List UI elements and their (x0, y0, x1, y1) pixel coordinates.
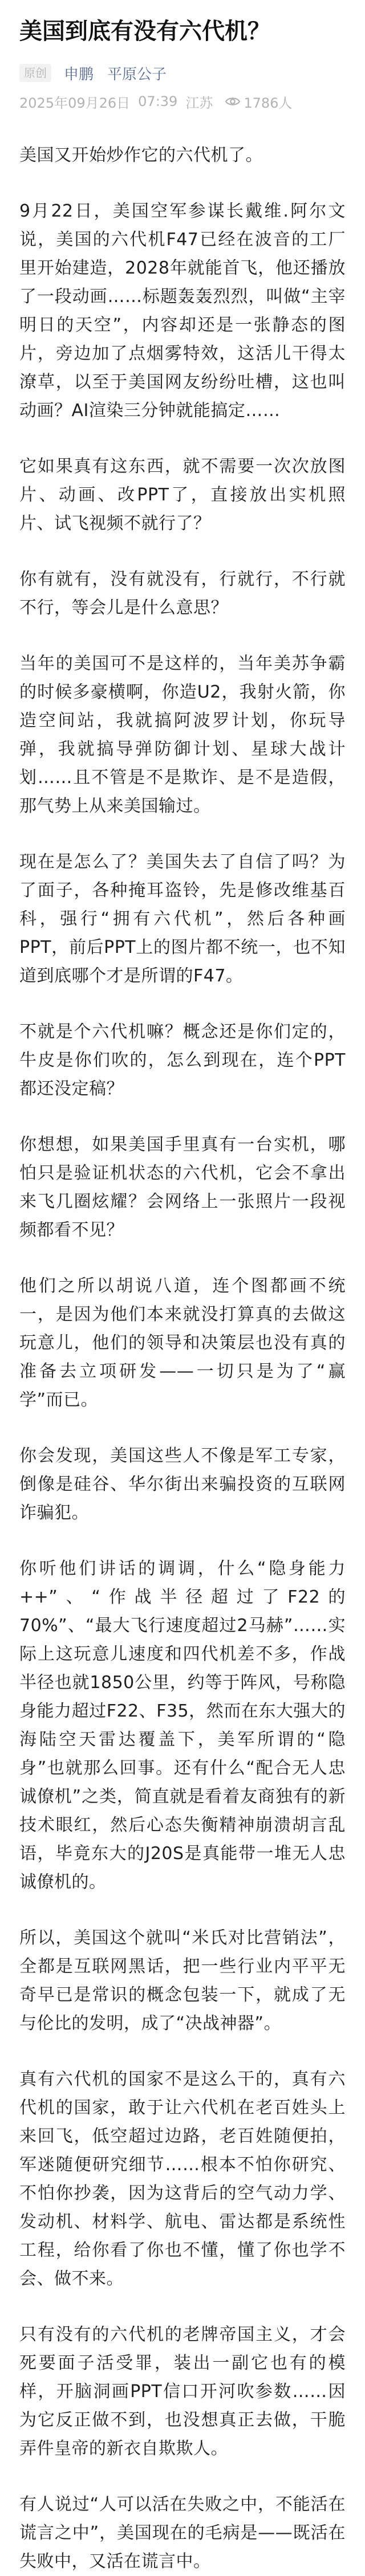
article-body (19, 141, 346, 2576)
paragraph: 当年的美国可不是这样的，当年美苏争霸的时候多豪横啊，你造U2，我射火箭，你造空间站，我就搞阿波罗计划，你玩导弹，我就搞导弹防御计划、星球大战计划……且不管是不是欺诈、是不是造假，那气势上从来美国输过。 (19, 654, 346, 816)
paragraph: 9月22日，美国空军参谋长戴维.阿尔文说，美国的六代机F47已经在波音的工厂里开始建造，2028年就能首飞，他还播放了一段动画……标题轰轰烈烈，叫做“主宰明日的天空”，内容却还是一张静态的图片，旁边加了点烟雾特效，这活儿干得太潦草，以至于美国网友纷纷吐槽，这也叫动画？AI渲染三分钟就能搞定…… (19, 201, 346, 421)
paragraph: 所以，美国这个就叫“米氏对比营销法”，全都是互联网黑话，把一些行业内平平无奇早已是常识的概念包装一下，就成了无与伦比的发明，成了“决战神器”。 (19, 1928, 346, 2033)
article-meta (19, 62, 346, 84)
author-name[interactable]: 申鹏 (64, 66, 94, 83)
paragraph: 它如果真有这东西，就不需要一次次放图片、动画、改PPT了，直接放出实机照片、试飞视频不就行了？ (19, 456, 346, 533)
paragraph: 你想想，如果美国手里真有一台实机，哪怕只是验证机状态的六代机，它会不拿出来飞几圈炫耀？会网络上一张照片一段视频都看不见？ (19, 1135, 346, 1240)
paragraph: 不就是个六代机嘛？概念还是你们定的，牛皮是你们吹的，怎么到现在，连个PPT都还没定稿？ (19, 1022, 346, 1099)
publish-date: 2025年09月26日 (19, 95, 131, 111)
eye-icon (225, 94, 240, 109)
original-badge: 原创 (19, 64, 51, 82)
view-count-value: 1786人 (244, 95, 293, 111)
paragraph: 只有没有的六代机的老牌帝国主义，才会死要面子活受罪，装出一副它也有的模样，开脑洞画PPT信口开河吹参数……因为它反正做不到，也没想真正去做，干脆弄件皇帝的新衣自欺欺人。 (19, 2325, 346, 2459)
view-count (225, 92, 292, 112)
paragraph: 你会发现，美国这些人不像是军工专家，倒像是硅谷、华尔街出来骗投资的互联网诈骗犯。 (19, 1446, 346, 1523)
account-name-link[interactable]: 平原公子 (107, 66, 167, 83)
paragraph: 现在是怎么了？美国失去了自信了吗？为了面子，各种掩耳盗铃，先是修改维基百科，强行“拥有六代机”，然后各种画PPT，前后PPT上的图片都不统一，也不知道到底哪个才是所谓的F47。 (19, 852, 346, 986)
paragraph: 他们之所以胡说八道，连个图都画不统一，是因为他们本来就没打算真的去做这玩意儿，他们的领导和决策层也没有真的准备去立项研发——一切只是为了“赢学”而已。 (19, 1276, 346, 1410)
paragraph: 有人说过“人可以活在失败之中，不能活在谎言之中”，美国现在的毛病是——既活在失败中，又活在谎言中。 (19, 2495, 346, 2571)
paragraph: 美国又开始炒作它的六代机了。 (19, 145, 263, 165)
paragraph: 你听他们讲话的调调，什么“隐身能力++”、“作战半径超过了F22的70%”、“最大飞行速度超过2马赫”……实际上这玩意儿速度和四代机差不多，作战半径也就1850公里，约等于阵风，号称隐身能力超过F22、F35，然而在东大强大的海陆空天雷达覆盖下，美军所谓的“隐身”也就那么回事。还有什么“配合无人忠诚僚机”之类，简直就是看着友商独有的新技术眼红，然后心态失衡精神崩溃胡言乱语，毕竟东大的J20S是真能带一堆无人忠诚僚机的。 (19, 1559, 346, 1892)
publish-location: 江苏 (185, 95, 213, 111)
article-publish-info (19, 90, 346, 113)
paragraph: 真有六代机的国家不是这么干的，真有六代机的国家，敢于让六代机在老百姓头上来回飞，低空超过边路，老百姓随便拍，军迷随便研究细节……根本不怕你研究、不怕你抄袭，因为这背后的空气动力学、发动机、材料学、航电、雷达都是系统性工程，给你看了你也不懂，懂了你也学不会、做不来。 (19, 2069, 346, 2289)
publish-time: 07:39 (138, 93, 178, 109)
article-title: 美国到底有没有六代机？ (19, 18, 270, 44)
paragraph: 你有就有，没有就没有，行就行，不行就不行，等会儿是什么意思？ (19, 569, 346, 618)
